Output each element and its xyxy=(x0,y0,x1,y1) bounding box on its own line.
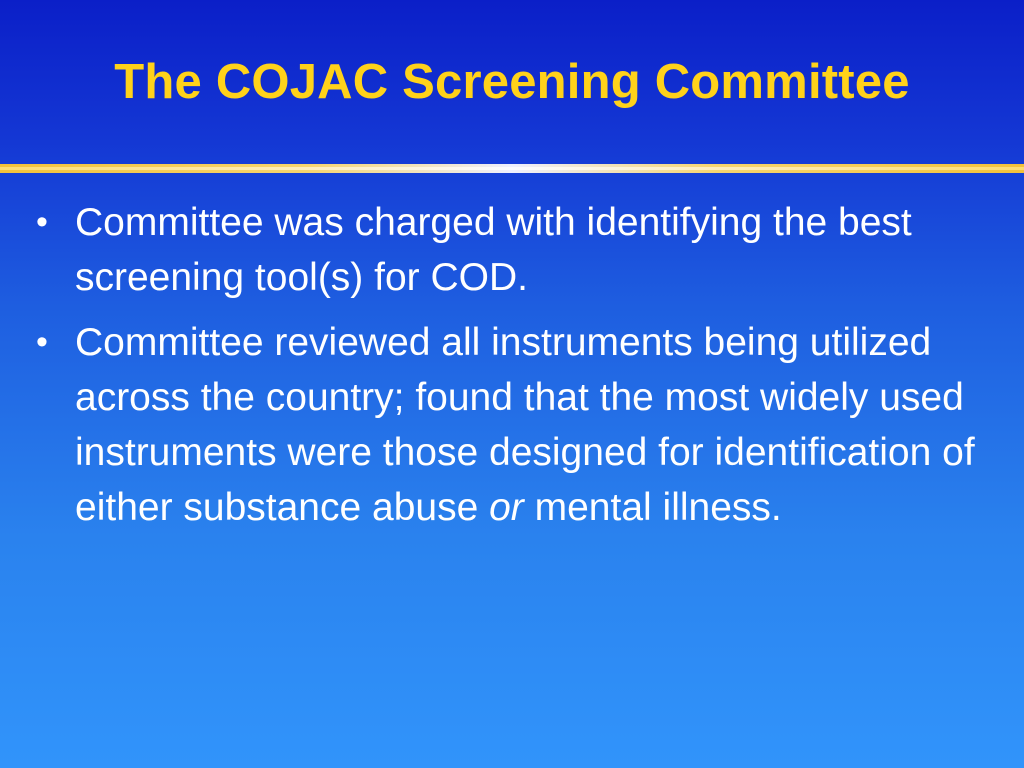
title-divider-highlight xyxy=(0,167,1024,170)
title-divider xyxy=(0,164,1024,173)
slide-title: The COJAC Screening Committee xyxy=(114,55,910,109)
bullet-icon: • xyxy=(36,203,48,241)
bullet-text-part: mental illness. xyxy=(523,486,782,529)
bullet-icon: • xyxy=(36,323,48,361)
bullet-item xyxy=(32,315,1007,535)
bullet-text-part: Committee reviewed all instruments being utilized across the country; found that the most widely used instruments were those designed for identification of either substance abuse xyxy=(75,321,975,529)
bullet-text xyxy=(75,321,975,529)
bullet-text-emphasis: or xyxy=(489,486,524,529)
bullet-list xyxy=(32,195,1007,545)
bullet-item xyxy=(32,195,1007,305)
bullet-text: Committee was charged with identifying the best screening tool(s) for COD. xyxy=(75,201,912,299)
